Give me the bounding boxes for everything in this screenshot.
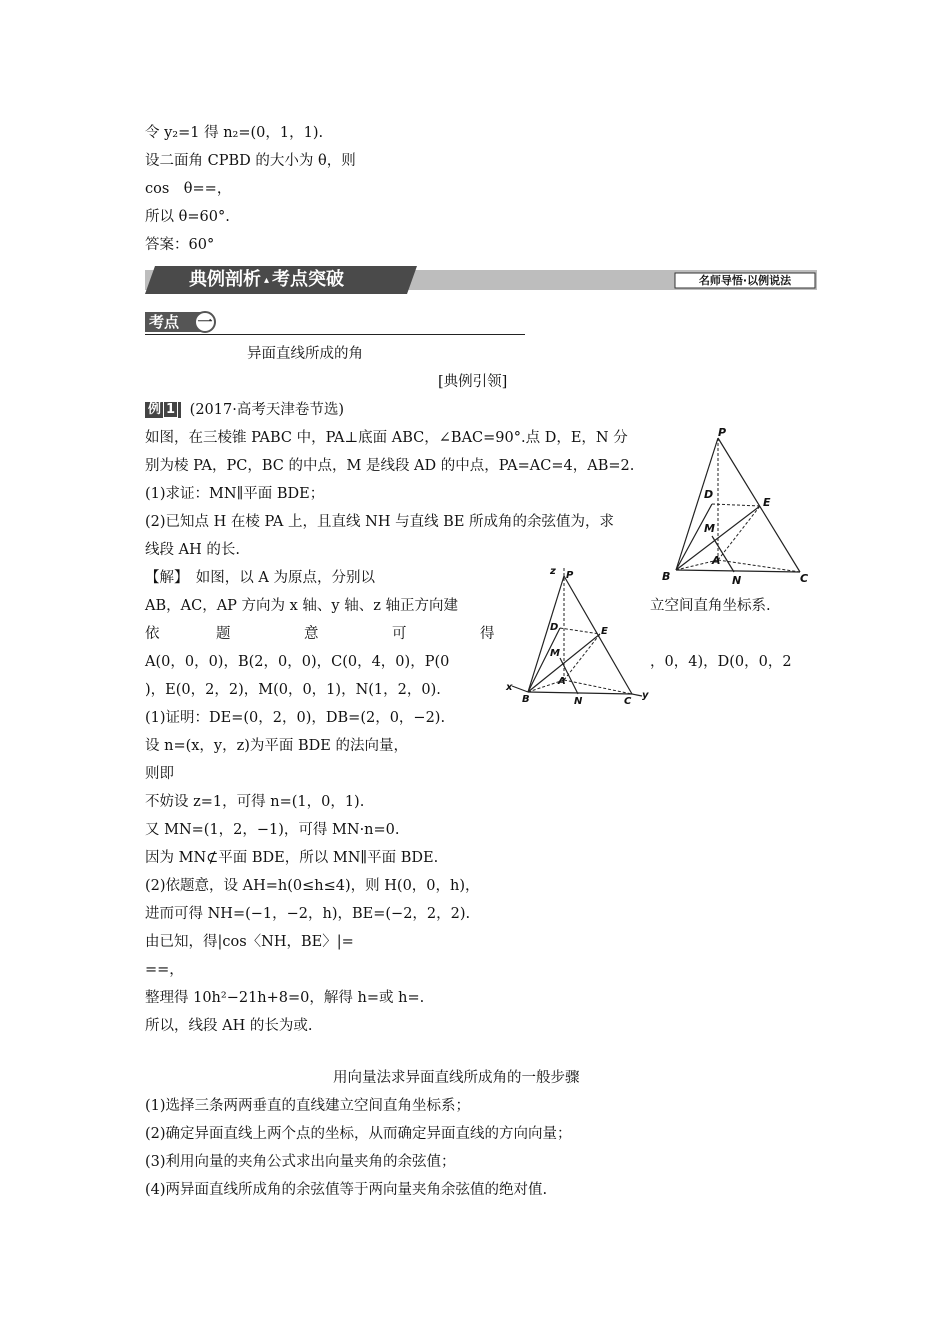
label-M: M: [550, 648, 560, 659]
solution-line: )，E(0，2，2)，M(0，0，1)，N(1，2，0).: [145, 682, 441, 698]
example-header: [典例引领]: [438, 374, 508, 390]
solution-line: AB，AC，AP 方向为 x 轴、y 轴、z 轴正方向建: [145, 598, 458, 614]
label-E: E: [763, 496, 771, 509]
label-N: N: [732, 574, 742, 587]
solution-word: 题: [216, 626, 231, 642]
text-line: 设二面角 CPBD 的大小为 θ，则: [145, 153, 356, 169]
banner-tag: 名师导悟·以例说法: [698, 274, 792, 287]
solution-line: A(0，0，0)，B(2，0，0)，C(0，4，0)，P(0: [145, 654, 450, 670]
solution-line-right: ，0，4)，D(0，0，2: [650, 654, 792, 670]
example-source-line: [145, 400, 344, 420]
label-M: M: [704, 522, 715, 535]
solution-line-right: 立空间直角坐标系.: [650, 598, 771, 614]
section-banner: [145, 266, 817, 294]
label-D: D: [550, 622, 559, 633]
solution-line: 【解】 如图，以 A 为原点，分别以: [145, 570, 375, 586]
solution-line: 所以，线段 AH 的长为或.: [145, 1018, 313, 1034]
label-A: A: [558, 676, 566, 687]
banner-dot: ▴: [264, 275, 270, 286]
label-P: P: [718, 426, 727, 439]
badge-number: 1: [163, 401, 178, 418]
problem-line: 线段 AH 的长.: [145, 542, 240, 558]
label-N: N: [574, 696, 583, 706]
solution-line: (1)证明：DE=(0，2，0)，DB=(2，0，−2).: [145, 710, 446, 726]
summary-title: 用向量法求异面直线所成角的一般步骤: [333, 1070, 580, 1086]
solution-word: 得: [480, 626, 495, 642]
label-x: x: [506, 682, 513, 693]
summary-item: (4)两异面直线所成角的余弦值等于两向量夹角余弦值的绝对值.: [145, 1182, 548, 1198]
label-C: C: [624, 696, 632, 706]
label-y: y: [642, 690, 649, 701]
solution-line: 整理得 10h²−21h+8=0，解得 h=或 h=.: [145, 990, 425, 1006]
label-P: P: [566, 570, 574, 581]
solution-word: 依: [145, 626, 160, 642]
label-B: B: [662, 570, 671, 583]
solution-line: ==，: [145, 962, 184, 978]
banner-title: 典例剖析: [189, 269, 261, 290]
pyramid-figure: [660, 424, 820, 590]
problem-line: 如图，在三棱锥 PABC 中，PA⊥底面 ABC，∠BAC=90°.点 D，E，N 分: [145, 430, 628, 446]
solution-line: 不妨设 z=1，可得 n=(1，0，1).: [145, 794, 365, 810]
solution-line: 进而可得 NH=(−1，−2，h)，BE=(−2，2，2).: [145, 906, 471, 922]
solution-line: 又 MN=(1，2，−1)，可得 MN·n=0.: [145, 822, 400, 838]
solution-line: 因为 MN⊄平面 BDE，所以 MN∥平面 BDE.: [145, 850, 439, 866]
solution-line: 设 n=(x，y，z)为平面 BDE 的法向量，: [145, 738, 409, 754]
text-line: cos θ==，: [145, 181, 232, 197]
solution-word: 意: [304, 626, 319, 642]
summary-item: (2)确定异面直线上两个点的坐标，从而确定异面直线的方向向量；: [145, 1126, 572, 1142]
solution-line: 则即: [145, 766, 174, 782]
text-line: 令 y₂=1 得 n₂=(0，1，1).: [145, 125, 324, 141]
kaodian-label: [145, 309, 525, 335]
kaodian-text: 考点: [149, 313, 180, 331]
summary-item: (3)利用向量的夹角公式求出向量夹角的余弦值；: [145, 1154, 456, 1170]
badge-text: 例: [148, 402, 162, 417]
solution-word: 可: [392, 626, 407, 642]
text-line: 所以 θ=60°.: [145, 209, 230, 225]
label-E: E: [601, 626, 608, 637]
divider: [145, 334, 525, 335]
label-C: C: [800, 572, 809, 585]
problem-line: (2)已知点 H 在棱 PA 上，且直线 NH 与直线 BE 所成角的余弦值为，求: [145, 514, 615, 530]
solution-line: 由已知，得|cos〈NH，BE〉|=: [145, 934, 354, 950]
section-title: 异面直线所成的角: [247, 346, 363, 362]
summary-item: (1)选择三条两两垂直的直线建立空间直角坐标系；: [145, 1098, 471, 1114]
coordinate-figure: [504, 564, 650, 706]
kaodian-number: 一: [197, 313, 213, 331]
problem-line: 别为棱 PA，PC，BC 的中点，M 是线段 AD 的中点，PA=AC=4，AB=2.: [145, 458, 635, 474]
solution-line: (2)依题意，设 AH=h(0≤h≤4)，则 H(0，0，h)，: [145, 878, 480, 894]
label-B: B: [522, 694, 530, 705]
label-D: D: [704, 488, 714, 501]
example-badge: [145, 402, 181, 418]
label-A: A: [712, 554, 721, 567]
example-source: (2017·高考天津卷节选): [189, 402, 344, 418]
label-z: z: [550, 566, 556, 577]
text-line: 答案：60°: [145, 237, 215, 253]
problem-line: (1)求证：MN∥平面 BDE；: [145, 486, 325, 502]
banner-title2: 考点突破: [272, 269, 345, 290]
